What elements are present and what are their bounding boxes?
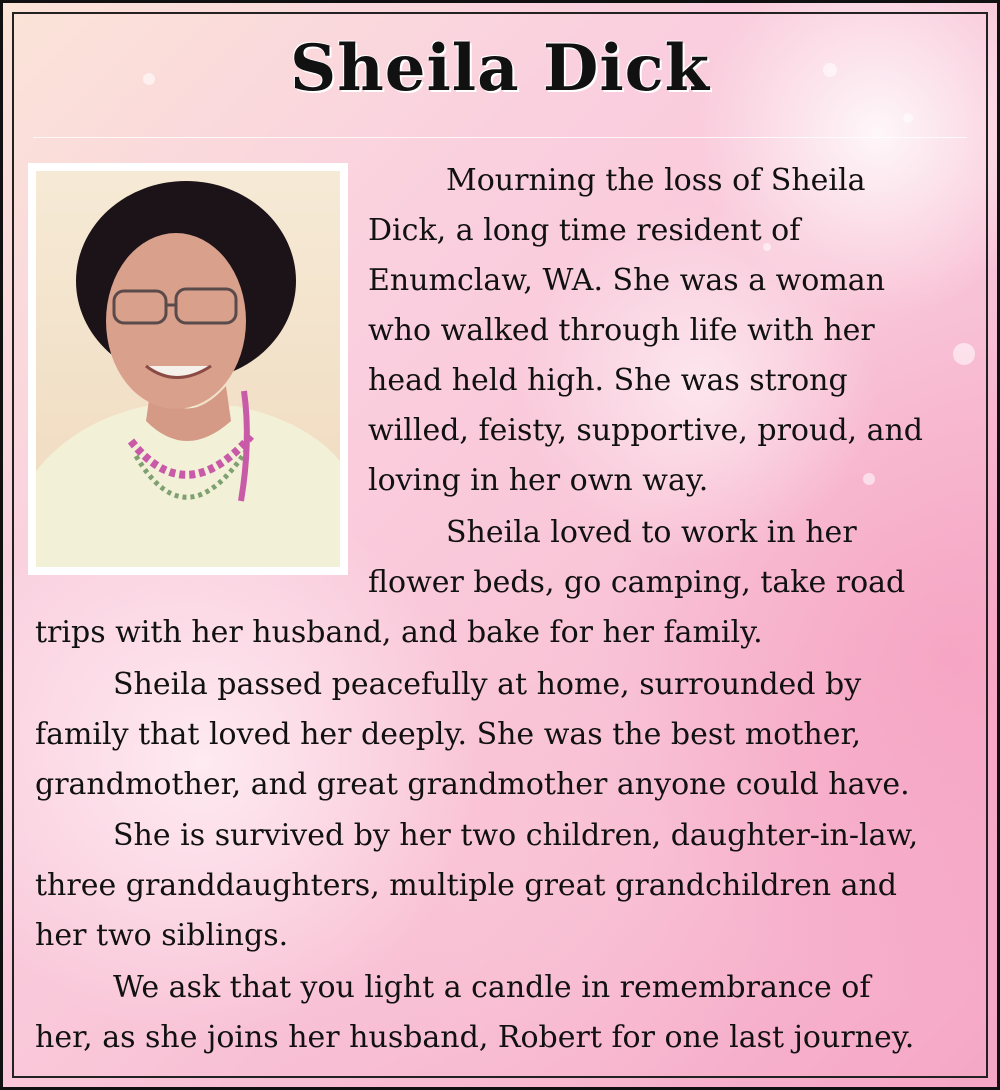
obituary-line: She is survived by her two children, daughter-in-law, — [113, 818, 919, 853]
obituary-line: her, as she joins her husband, Robert for one last journey. — [35, 1020, 915, 1055]
obituary-line: family that loved her deeply. She was the best mother, — [35, 717, 862, 752]
bokeh-decoration — [903, 113, 913, 123]
bokeh-decoration — [953, 343, 975, 365]
obituary-line: Enumclaw, WA. She was a woman — [368, 263, 886, 298]
obituary-line: head held high. She was strong — [368, 363, 848, 398]
title-divider — [33, 137, 967, 138]
obituary-line: her two siblings. — [35, 918, 289, 953]
obituary-line: grandmother, and great grandmother anyone could have. — [35, 767, 910, 802]
obituary-line: Sheila passed peacefully at home, surrounded by — [113, 667, 862, 702]
obituary-line: loving in her own way. — [368, 463, 709, 498]
obituary-line: who walked through life with her — [368, 313, 875, 348]
portrait-image — [36, 171, 340, 567]
obituary-title: Sheila Dick — [290, 31, 710, 106]
obituary-line: three granddaughters, multiple great grandchildren and — [35, 868, 897, 903]
obituary-line: trips with her husband, and bake for her family. — [35, 615, 763, 650]
portrait-photo — [28, 163, 348, 575]
obituary-line: Mourning the loss of Sheila — [446, 163, 866, 198]
obituary-line: Sheila loved to work in her — [446, 515, 857, 550]
obituary-line: We ask that you light a candle in remembrance of — [113, 970, 871, 1005]
obituary-line: Dick, a long time resident of — [368, 213, 801, 248]
bokeh-decoration — [863, 473, 875, 485]
obituary-line: willed, feisty, supportive, proud, and — [368, 413, 923, 448]
portrait-illustration — [36, 171, 340, 567]
obituary-line: flower beds, go camping, take road — [368, 565, 906, 600]
